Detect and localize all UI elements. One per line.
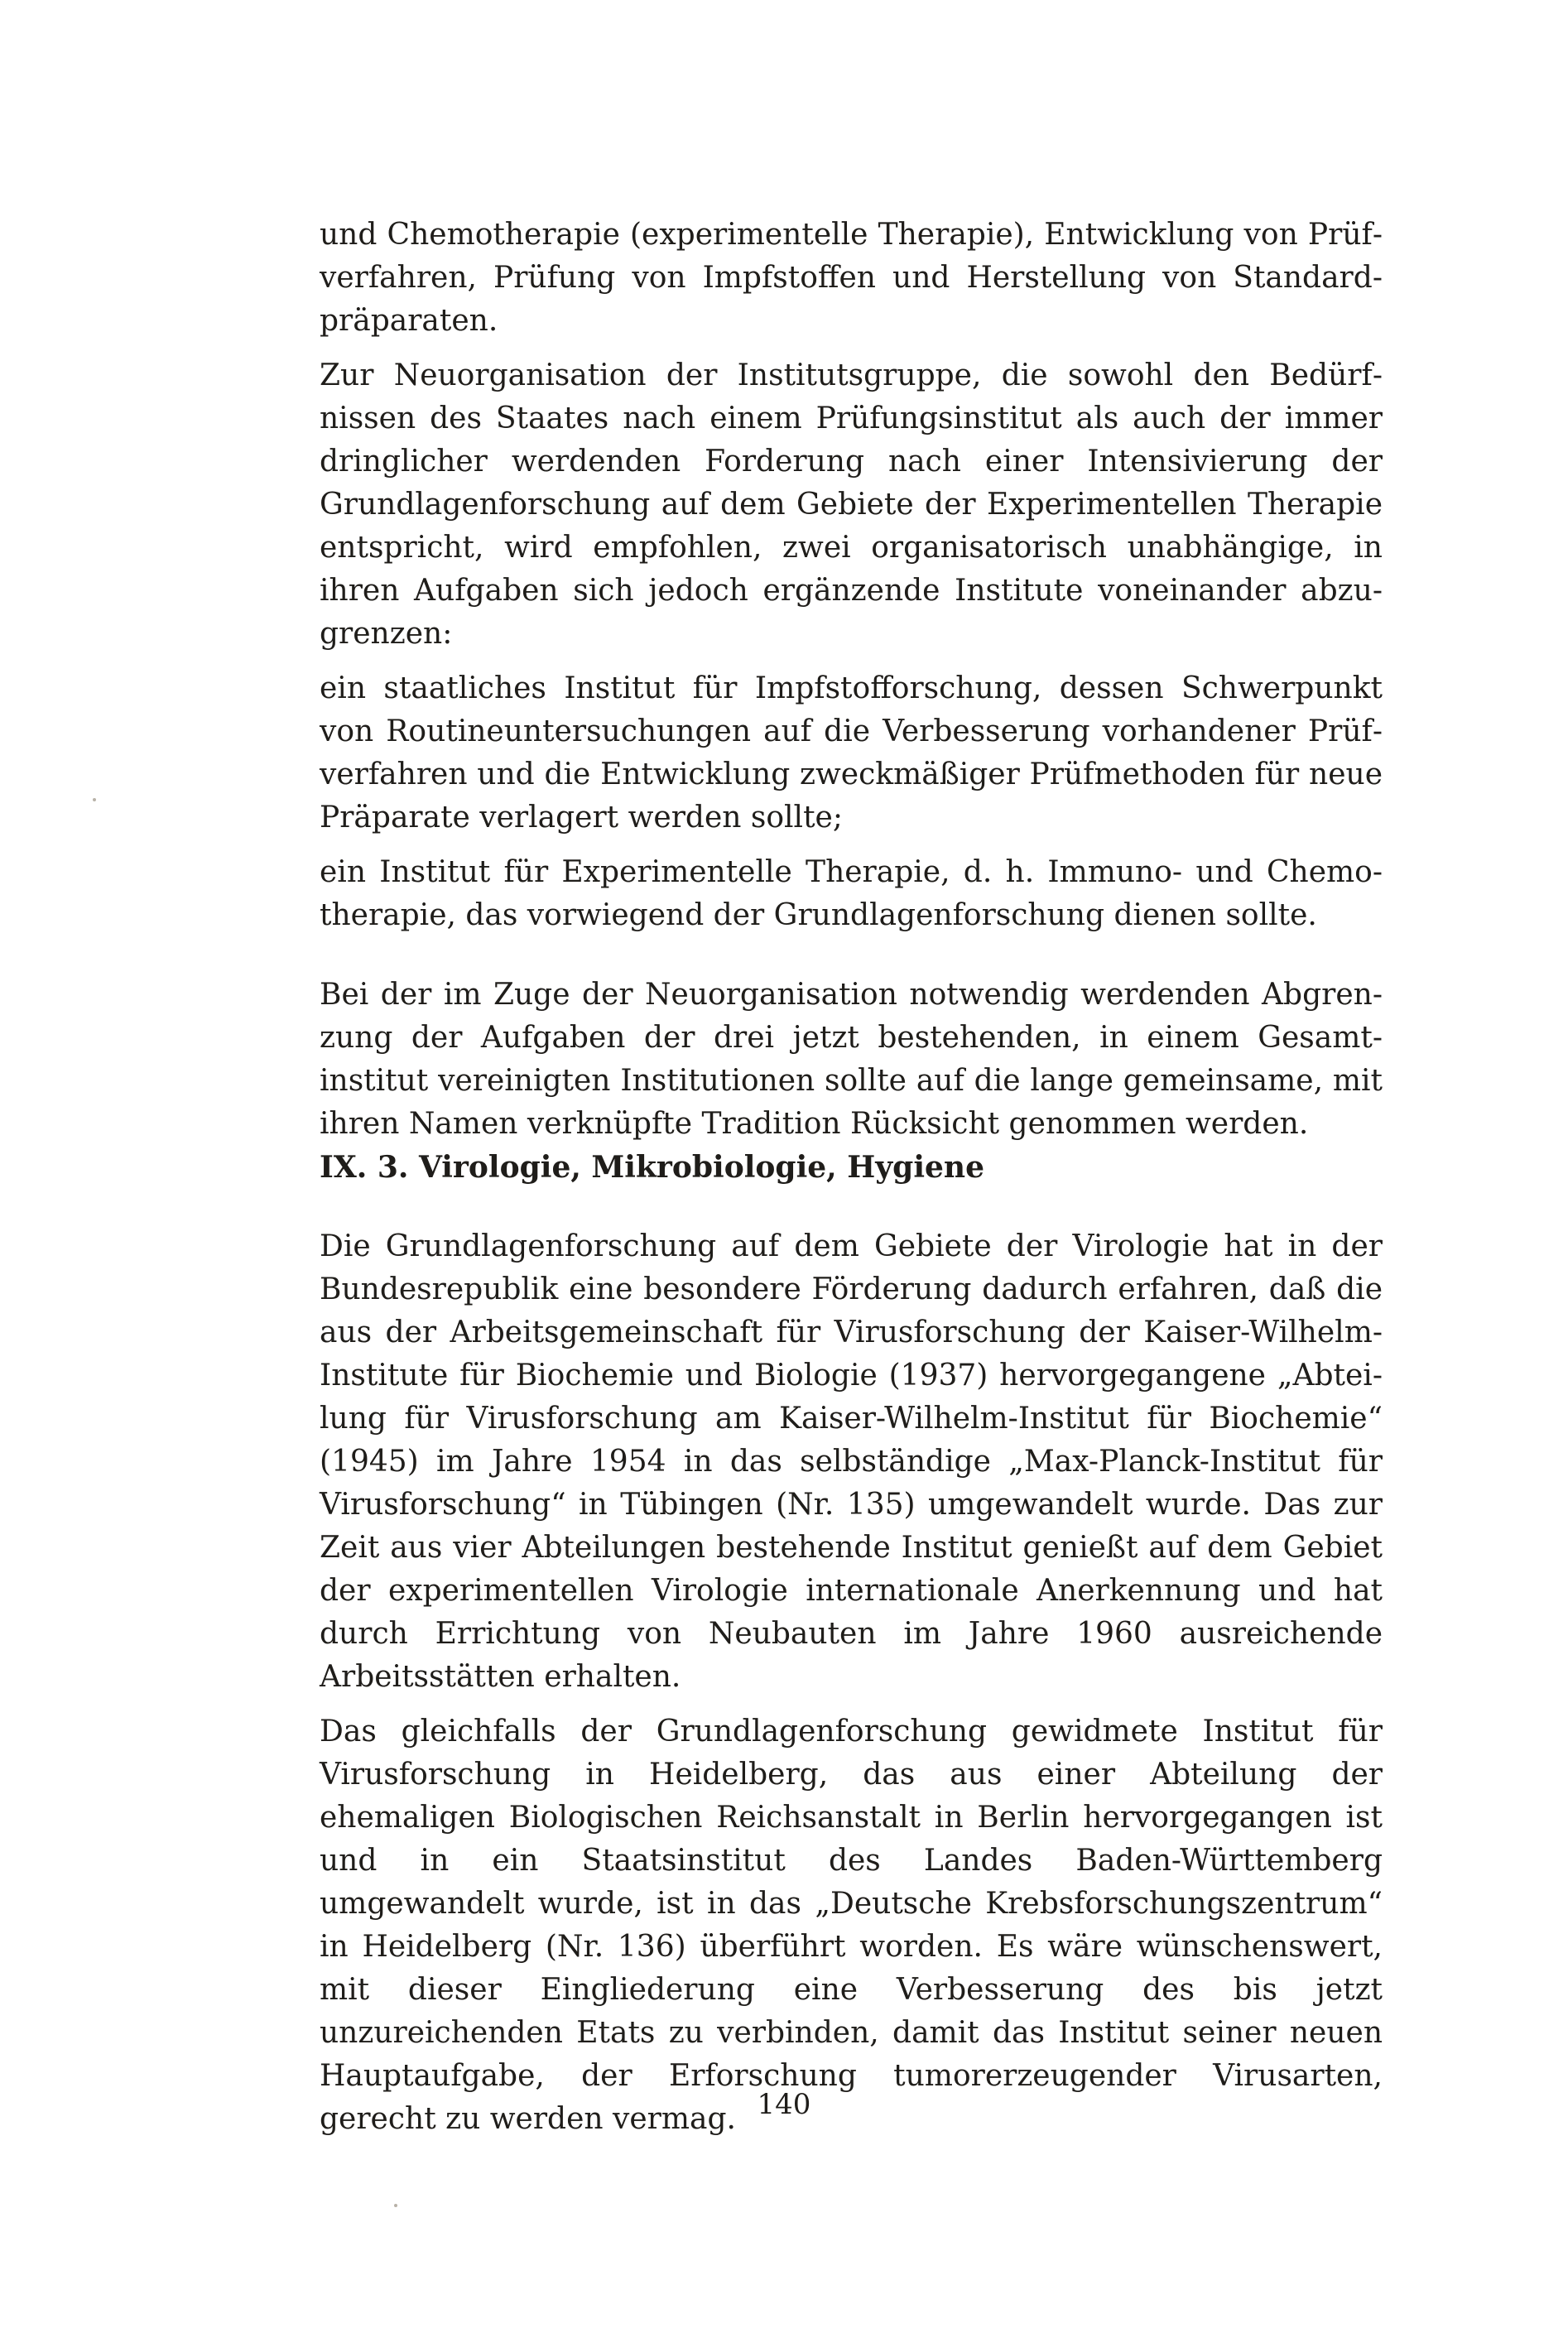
paragraph-heidelberg: Das gleichfalls der Grundlagenforschung gewidmete Institut für Virusforschung in Heidelberg, das aus einer Abteilung der ehemaligen Biologischen Reichsanstalt in Berlin hervorgegangen ist und in ein Staatsinstitut des Landes Baden-Württemberg umgewandelt wurde, ist in das „Deutsche Krebsforschungszentrum“ in Heidelberg (Nr. 136) überführt worden. Es wäre wünschenswert, mit dieser Eingliederung eine Verbesserung des bis jetzt unzureichenden Etats zu verbinden, damit das Institut seiner neuen Hauptaufgabe, der Erforschung tumorerzeugender Virusarten, gerecht zu werden vermag.: [320, 1715, 1383, 2136]
page-number: 140: [757, 2088, 811, 2121]
paragraph-virologie: Die Grundlagenforschung auf dem Gebiete der Virologie hat in der Bundesrepublik eine besondere Förderung dadurch erfahren, daß die aus der Arbeitsgemeinschaft für Virusforschung der Kaiser-Wilhelm-Institute für Biochemie und Biologie (1937) hervorgegangene „Abteilung für Virusforschung am Kaiser-Wilhelm-Institut für Biochemie“ (1945) im Jahre 1954 in das selbständige „Max-Planck-Institut für Virusforschung“ in Tübingen (Nr. 135) umgewandelt wurde. Das zur Zeit aus vier Abteilungen bestehende Institut genießt auf dem Gebiet der experimentellen Virologie internationale Anerkennung und hat durch Errichtung von Neubauten im Jahre 1960 ausreichende Arbeitsstätten erhalten.: [320, 1229, 1383, 1694]
body-text: [320, 214, 1383, 2141]
scan-speck: [394, 2204, 397, 2207]
paragraph-impfstoff-institut: ein staatliches Institut für Impfstofforschung, dessen Schwerpunkt von Routineuntersuchungen auf die Verbesserung vorhandener Prüfverfahren und die Entwicklung zweckmäßiger Prüfmethoden für neue Präparate verlagert werden sollte;: [320, 671, 1383, 835]
paragraph-therapie-institut: ein Institut für Experimentelle Therapie, d. h. Immuno- und Chemotherapie, das vorwiegend der Grundlagenforschung dienen sollte.: [320, 855, 1383, 932]
scan-speck: [93, 798, 96, 801]
paragraph-continuation: und Chemotherapie (experimentelle Therapie), Entwicklung von Prüfverfahren, Prüfung von Impfstoffen und Herstellung von Standardpräparaten.: [320, 218, 1383, 338]
paragraph-neuorganisation: Zur Neuorganisation der Institutsgruppe, die sowohl den Bedürfnissen des Staates nach einem Prüfungsinstitut als auch der immer dringlicher werdenden Forderung nach einer Intensivierung der Grundlagenforschung auf dem Gebiete der Experimentellen Therapie entspricht, wird empfohlen, zwei organisatorisch unabhängige, in ihren Aufgaben sich jedoch ergänzende Institute voneinander abzugrenzen:: [320, 358, 1383, 651]
section-heading: IX. 3. Virologie, Mikrobiologie, Hygiene: [320, 1150, 984, 1185]
paragraph-abgrenzung: Bei der im Zuge der Neuorganisation notwendig werdenden Abgrenzung der Aufgaben der drei jetzt bestehenden, in einem Gesamtinstitut vereinigten Institutionen sollte auf die lange gemeinsame, mit ihren Namen verknüpfte Tradition Rücksicht genommen werden.: [320, 978, 1383, 1141]
